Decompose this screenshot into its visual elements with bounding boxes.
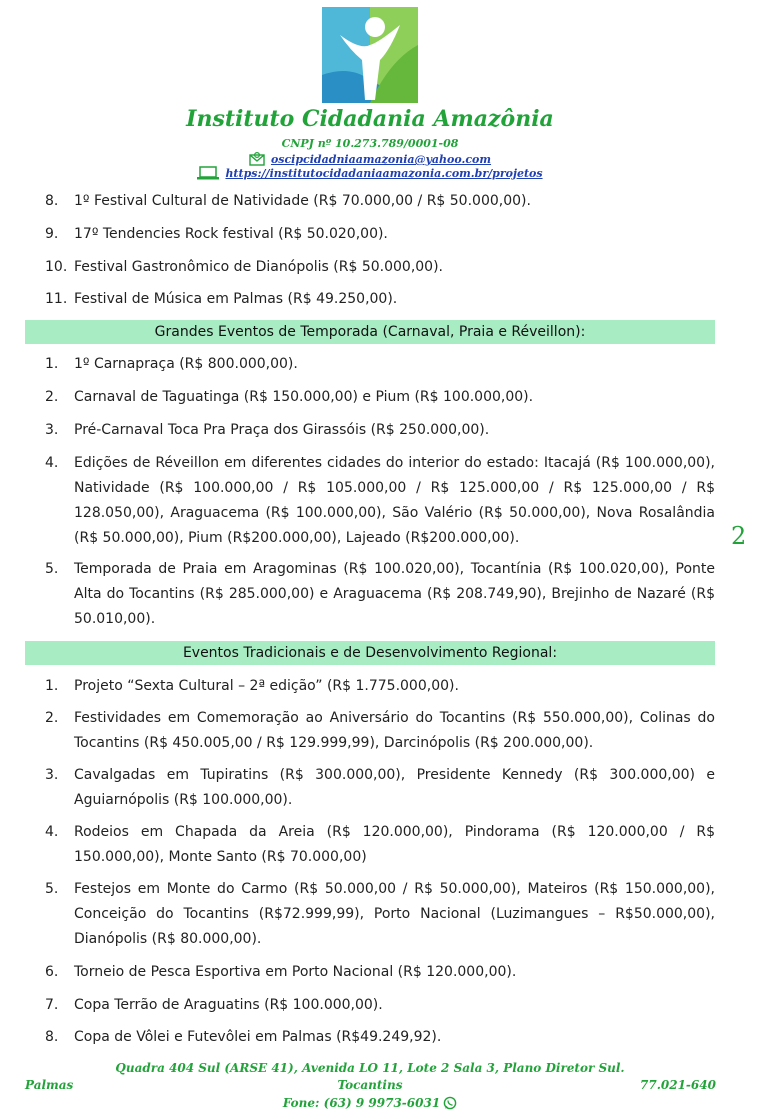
website-link[interactable]: https://institutocidadaniaamazonia.com.br/projetos (225, 167, 543, 180)
list-item: 2. Carnaval de Taguatinga (R$ 150.000,00) e Pium (R$ 100.000,00). (45, 389, 534, 405)
footer-phone: Fone: (63) 9 9973-6031 (282, 1096, 441, 1110)
page-number: 2 (731, 522, 747, 550)
list-item: 10. Festival Gastronômico de Dianópolis (R$ 50.000,00). (45, 259, 444, 275)
email-link[interactable]: oscipcidadniaamazonia@yahoo.com (270, 153, 492, 166)
list-item: 3. Cavalgadas em Tupiratins (R$ 300.000,00), Presidente Kennedy (R$ 300.000,00) e Aguiarnópolis (R$ 100.000,00). (45, 767, 715, 808)
section-heading: Eventos Tradicionais e de Desenvolvimento Regional: (25, 641, 715, 665)
list-item: 5. Temporada de Praia em Aragominas (R$ 100.020,00), Tocantínia (R$ 100.020,00), Ponte Alta do Tocantins (R$ 285.000,00) e Araguacema (R$ 208.749,90), Brejinho de Nazaré (R$ 50.010,00). (45, 561, 715, 627)
list-item: 9. 17º Tendencies Rock festival (R$ 50.020,00). (45, 226, 388, 242)
email-icon (249, 152, 265, 166)
section-heading: Grandes Eventos de Temporada (Carnaval, Praia e Réveillon): (25, 320, 715, 344)
list-item: 4. Edições de Réveillon em diferentes cidades do interior do estado: Itacajá (R$ 100.000,00), Natividade (R$ 100.000,00 / R$ 105.000,00 / R$ 125.000,00 / R$ 125.000,00 / R$ 128.050,00), Araguacema (R$ 100.000,00), São Valério (R$ 50.000,00), Nova Rosalândia (R$ 50.000,00), Pium (R$200.000,00), Lajeado (R$200.000,00). (45, 455, 715, 546)
list-item: 1. 1º Carnapraça (R$ 800.000,00). (45, 356, 298, 372)
footer-address: Quadra 404 Sul (ARSE 41), Avenida LO 11, Lote 2 Sala 3, Plano Diretor Sul. (115, 1061, 625, 1075)
list-item: 8. Copa de Vôlei e Futevôlei em Palmas (R$49.249,92). (45, 1029, 442, 1045)
laptop-icon (197, 166, 219, 180)
list-item: 4. Rodeios em Chapada da Areia (R$ 120.000,00), Pindorama (R$ 120.000,00 / R$ 150.000,00), Monte Santo (R$ 70.000,00) (45, 824, 715, 865)
footer-phone-line (0, 1096, 740, 1110)
list-item: 1. Projeto “Sexta Cultural – 2ª edição” (R$ 1.775.000,00). (45, 678, 459, 694)
list-item: 8. 1º Festival Cultural de Natividade (R$ 70.000,00 / R$ 50.000,00). (45, 193, 531, 209)
list-item: 7. Copa Terrão de Araguatins (R$ 100.000,00). (45, 997, 383, 1013)
website-line[interactable] (0, 166, 740, 180)
list-item: 11. Festival de Música em Palmas (R$ 49.250,00). (45, 291, 398, 307)
footer-state: Tocantins (337, 1078, 403, 1092)
logo (320, 5, 420, 105)
org-name: Instituto Cidadania Amazônia (186, 106, 554, 132)
whatsapp-icon (443, 1096, 457, 1110)
cnpj: CNPJ nº 10.273.789/0001-08 (281, 137, 459, 150)
list-item: 6. Torneio de Pesca Esportiva em Porto Nacional (R$ 120.000,00). (45, 964, 517, 980)
email-line[interactable] (0, 152, 740, 166)
list-item: 3. Pré-Carnaval Toca Pra Praça dos Girassóis (R$ 250.000,00). (45, 422, 490, 438)
list-item: 5. Festejos em Monte do Carmo (R$ 50.000,00 / R$ 50.000,00), Mateiros (R$ 150.000,00), Conceição do Tocantins (R$72.999,99), Porto Nacional (Luzimangues – R$50.000,00), Dianópolis (R$ 80.000,00). (45, 881, 715, 947)
list-item: 2. Festividades em Comemoração ao Aniversário do Tocantins (R$ 550.000,00), Colinas do Tocantins (R$ 450.005,00 / R$ 129.999,99), Darcinópolis (R$ 200.000,00). (45, 710, 715, 751)
footer-cep: 77.021-640 (640, 1078, 716, 1092)
footer-city: Palmas (25, 1078, 74, 1092)
